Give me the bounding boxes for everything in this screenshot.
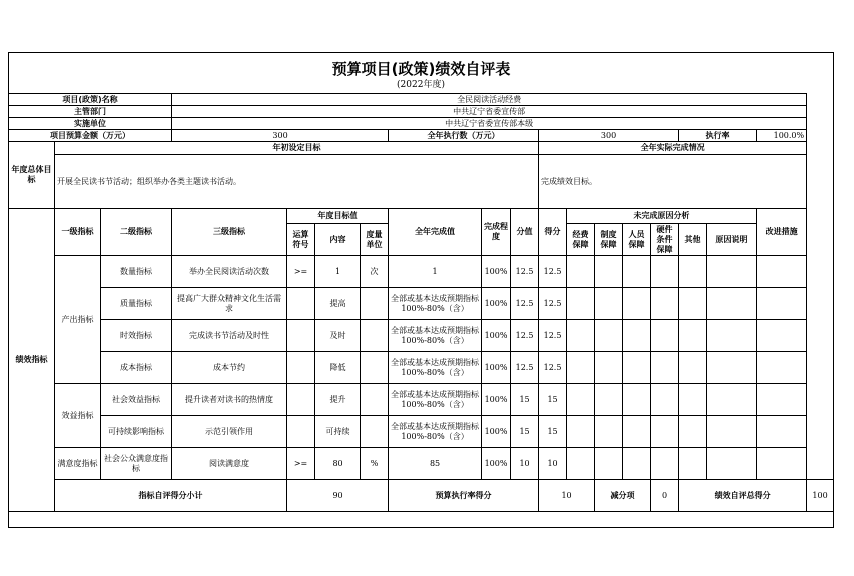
row-score-value: 12.5	[511, 320, 539, 352]
col-content: 内容	[315, 224, 361, 256]
col-system: 制度保障	[595, 224, 623, 256]
row-l3: 成本节约	[172, 352, 287, 384]
row-score: 10	[539, 448, 567, 480]
col-staff: 人员保障	[623, 224, 651, 256]
page-title: 预算项目(政策)绩效自评表	[331, 60, 511, 78]
impl-label: 实施单位	[9, 118, 172, 130]
subtotal-value: 90	[287, 480, 389, 512]
row-l3: 示范引领作用	[172, 416, 287, 448]
row-l2: 时效指标	[101, 320, 172, 352]
subtotal-label: 指标自评得分小计	[55, 480, 287, 512]
group-satisfaction: 满意度指标	[55, 448, 101, 480]
row-unit	[361, 288, 389, 320]
actual-goal-text: 完成绩效目标。	[539, 155, 807, 209]
row-score-value: 12.5	[511, 288, 539, 320]
row-l2: 数量指标	[101, 256, 172, 288]
row-l3: 提高广大群众精神文化生活需求	[172, 288, 287, 320]
row-value: 全部或基本达成预期指标100%-80%（含）	[389, 320, 482, 352]
row-l2: 社会公众满意度指标	[101, 448, 172, 480]
col-fund: 经费保障	[567, 224, 595, 256]
col-unit: 度量单位	[361, 224, 389, 256]
row-degree: 100%	[482, 384, 511, 416]
row-l3: 完成读书节活动及时性	[172, 320, 287, 352]
row-score-value: 12.5	[511, 256, 539, 288]
col-degree: 完成程度	[482, 209, 511, 256]
goals-section-label: 年度总体目标	[9, 142, 55, 209]
row-content: 1	[315, 256, 361, 288]
col-target-group: 年度目标值	[287, 209, 389, 224]
row-content: 及时	[315, 320, 361, 352]
row-op	[287, 384, 315, 416]
row-score: 12.5	[539, 256, 567, 288]
col-l1: 一级指标	[55, 209, 101, 256]
initial-goal-text: 开展全民读书节活动；组织举办各类主题读书活动。	[55, 155, 539, 209]
total-label: 绩效自评总得分	[679, 480, 807, 512]
row-content: 提升	[315, 384, 361, 416]
row-op: >=	[287, 256, 315, 288]
dept-label: 主管部门	[9, 106, 172, 118]
page-subtitle: (2022年度)	[397, 80, 445, 90]
row-score-value: 15	[511, 416, 539, 448]
row-l2: 质量指标	[101, 288, 172, 320]
evaluation-table	[8, 93, 834, 512]
col-improve: 改进措施	[757, 209, 807, 256]
row-degree: 100%	[482, 416, 511, 448]
row-unit: %	[361, 448, 389, 480]
row-content: 降低	[315, 352, 361, 384]
row-op	[287, 288, 315, 320]
rate-value: 100.0%	[757, 130, 807, 142]
row-value: 85	[389, 448, 482, 480]
row-l2: 成本指标	[101, 352, 172, 384]
col-score: 得分	[539, 209, 567, 256]
budget-score-value: 10	[539, 480, 595, 512]
row-degree: 100%	[482, 352, 511, 384]
total-value: 100	[807, 480, 834, 512]
col-l3: 三级指标	[172, 209, 287, 256]
row-value: 全部或基本达成预期指标100%-80%（含）	[389, 288, 482, 320]
row-l3: 举办全民阅读活动次数	[172, 256, 287, 288]
col-op: 运算符号	[287, 224, 315, 256]
row-value: 全部或基本达成预期指标100%-80%（含）	[389, 416, 482, 448]
col-hardware: 硬件条件保障	[651, 224, 679, 256]
row-unit	[361, 416, 389, 448]
deduct-label: 减分项	[595, 480, 651, 512]
dept-value: 中共辽宁省委宣传部	[172, 106, 807, 118]
row-l2: 社会效益指标	[101, 384, 172, 416]
row-score-value: 12.5	[511, 352, 539, 384]
budget-score-label: 预算执行率得分	[389, 480, 539, 512]
col-other: 其他	[679, 224, 707, 256]
row-l2: 可持续影响指标	[101, 416, 172, 448]
budget-label: 项目预算金额（万元）	[9, 130, 172, 142]
row-unit	[361, 320, 389, 352]
row-content: 提高	[315, 288, 361, 320]
row-degree: 100%	[482, 448, 511, 480]
row-value: 全部或基本达成预期指标100%-80%（含）	[389, 384, 482, 416]
budget-value: 300	[172, 130, 389, 142]
group-output: 产出指标	[55, 256, 101, 384]
row-degree: 100%	[482, 288, 511, 320]
evaluation-sheet	[8, 52, 834, 528]
project-name-label: 项目(政策)名称	[9, 94, 172, 106]
row-degree: 100%	[482, 256, 511, 288]
row-degree: 100%	[482, 320, 511, 352]
col-score-value: 分值	[511, 209, 539, 256]
rate-label: 执行率	[679, 130, 757, 142]
exec-value: 300	[539, 130, 679, 142]
row-score: 12.5	[539, 320, 567, 352]
row-unit	[361, 352, 389, 384]
deduct-value: 0	[651, 480, 679, 512]
row-score: 15	[539, 384, 567, 416]
impl-value: 中共辽宁省委宣传部本级	[172, 118, 807, 130]
project-name-value: 全民阅读活动经费	[172, 94, 807, 106]
row-score: 15	[539, 416, 567, 448]
col-year-value: 全年完成值	[389, 209, 482, 256]
row-value: 1	[389, 256, 482, 288]
exec-label: 全年执行数（万元）	[389, 130, 539, 142]
row-score: 12.5	[539, 288, 567, 320]
row-content: 可持续	[315, 416, 361, 448]
row-op	[287, 416, 315, 448]
perf-section-label: 绩效指标	[9, 209, 55, 512]
col-l2: 二级指标	[101, 209, 172, 256]
row-op	[287, 352, 315, 384]
row-score: 12.5	[539, 352, 567, 384]
row-content: 80	[315, 448, 361, 480]
row-op	[287, 320, 315, 352]
row-op: >=	[287, 448, 315, 480]
col-reason-group: 未完成原因分析	[567, 209, 757, 224]
row-unit	[361, 384, 389, 416]
initial-goal-label: 年初设定目标	[55, 142, 539, 155]
actual-goal-label: 全年实际完成情况	[539, 142, 807, 155]
row-value: 全部或基本达成预期指标100%-80%（含）	[389, 352, 482, 384]
row-l3: 提升读者对读书的热情度	[172, 384, 287, 416]
row-unit: 次	[361, 256, 389, 288]
group-benefit: 效益指标	[55, 384, 101, 448]
row-l3: 阅读满意度	[172, 448, 287, 480]
col-reason-desc: 原因说明	[707, 224, 757, 256]
row-score-value: 15	[511, 384, 539, 416]
row-score-value: 10	[511, 448, 539, 480]
